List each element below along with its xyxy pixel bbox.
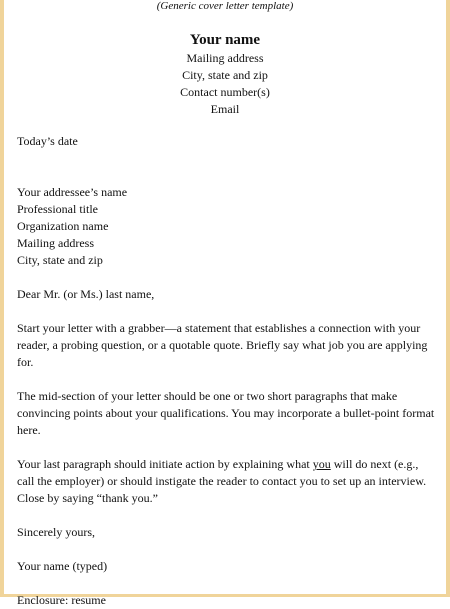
paragraph-action-emphasis: you [312,457,331,471]
sender-contact: Contact number(s) [180,85,270,99]
addressee-organization: Organization name [17,219,109,233]
paragraph-action-start: Your last paragraph should initiate action by explaining what [17,457,313,471]
letter-body [17,133,436,609]
enclosure-note: Enclosure: resume [17,593,106,607]
closing: Sincerely yours, [17,525,95,539]
sender-name: Your name [189,32,261,48]
letter-date: Today’s date [17,134,78,148]
addressee-name: Your addressee’s name [17,185,128,199]
sender-email: Email [210,102,240,116]
sender-header [4,30,446,118]
typed-signature: Your name (typed) [17,559,108,573]
salutation: Dear Mr. (or Ms.) last name, [17,287,155,301]
spacer [17,150,436,167]
sender-mailing-address: Mailing address [186,51,264,65]
spacer [17,303,436,320]
addressee-title: Professional title [17,202,98,216]
spacer [17,167,436,184]
spacer [17,507,436,524]
addressee-mailing-address: Mailing address [17,236,94,250]
paragraph-qualifications: The mid-section of your letter should be one or two short paragraphs that make convincing points about your qualifications. You may incorporate a bullet-point format here. [17,389,435,437]
addressee-city-state-zip: City, state and zip [17,253,103,267]
paragraph-action-end: will do next (e.g., call the employer) or should instigate the reader to contact you to set up an interview. Close by saying “thank you.” [17,457,427,505]
spacer [17,371,436,388]
spacer [17,541,436,558]
spacer [17,269,436,286]
paragraph-action [17,456,436,507]
spacer [17,439,436,456]
spacer [17,575,436,592]
template-note: (Generic cover letter template) [156,0,294,12]
sender-city-state-zip: City, state and zip [182,68,268,82]
paragraph-grabber: Start your letter with a grabber—a statement that establishes a connection with your reader, a probing question, or a quotable quote. Briefly say what job you are applying for. [17,321,428,369]
